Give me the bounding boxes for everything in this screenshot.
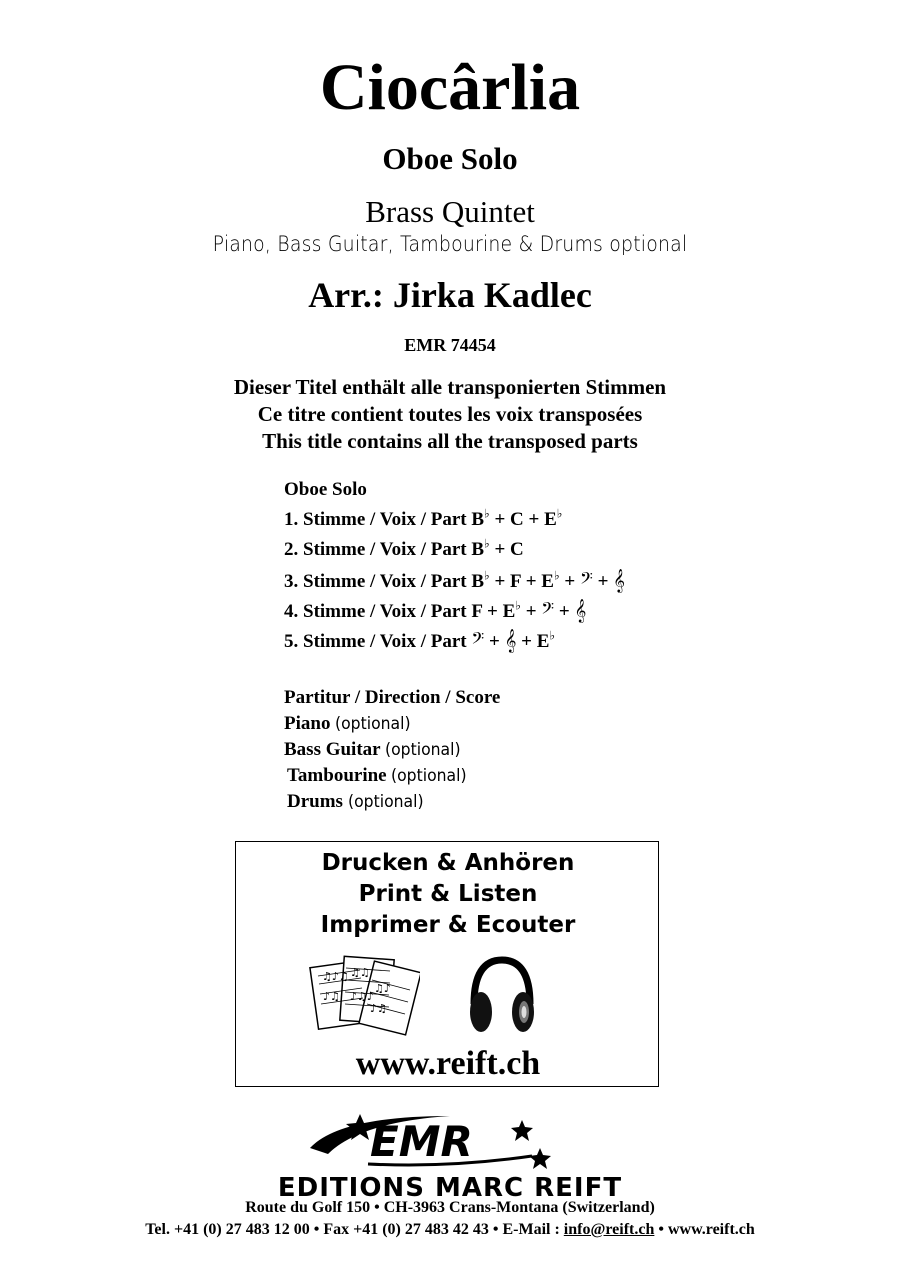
catalog-number: EMR 74454 xyxy=(404,335,496,355)
part-4: 4. Stimme / Voix / Part F + E♭ + 𝄢 + 𝄞 xyxy=(284,598,587,622)
svg-text:♫♪♫: ♫♪♫ xyxy=(322,970,349,983)
extra-tambourine: Tambourine (optional) xyxy=(287,765,467,786)
bass-clef-icon: 𝄢 xyxy=(541,598,555,622)
svg-text:♪♫♪: ♪♫♪ xyxy=(350,990,374,1003)
extra-drums: Drums (optional) xyxy=(287,791,424,812)
svg-text:EMR: EMR xyxy=(370,1117,473,1166)
svg-text:♫♪: ♫♪ xyxy=(374,982,391,995)
bass-clef-icon: 𝄢 xyxy=(471,628,485,652)
subtitle: Oboe Solo xyxy=(382,141,518,176)
publisher-name: EDITIONS MARC REIFT xyxy=(277,1173,623,1203)
website-link[interactable]: www.reift.ch xyxy=(355,1045,541,1082)
extra-bass-guitar: Bass Guitar (optional) xyxy=(284,739,461,760)
publisher-contact: Tel. +41 (0) 27 483 12 00 • Fax +41 (0) 27 483 42 43 • E-Mail : info@reift.ch • www.reift.ch xyxy=(145,1221,755,1238)
extra-piano: Piano (optional) xyxy=(284,713,411,734)
promo-line-fr: Imprimer & Ecouter xyxy=(320,912,576,938)
treble-clef-icon: 𝄞 xyxy=(574,598,587,622)
promo-line-de: Drucken & Anhören xyxy=(321,850,575,876)
publisher-address: Route du Golf 150 • CH-3963 Crans-Montana (Switzerland) xyxy=(245,1199,655,1216)
notice-en: This title contains all the transposed parts xyxy=(262,429,638,453)
title: Ciocârlia xyxy=(319,51,581,124)
arranger: Arr.: Jirka Kadlec xyxy=(308,275,592,315)
part-solo: Oboe Solo xyxy=(284,479,367,500)
treble-clef-icon: 𝄞 xyxy=(613,568,625,592)
email-link[interactable]: info@reift.ch xyxy=(563,1221,655,1238)
emr-logo xyxy=(300,1108,560,1178)
sheet-music-icon xyxy=(308,952,420,1040)
part-5: 5. Stimme / Voix / Part 𝄢 + 𝄞 + E♭ xyxy=(284,628,556,652)
optional-instruments: Piano, Bass Guitar, Tambourine & Drums optional xyxy=(212,232,688,256)
treble-clef-icon: 𝄞 xyxy=(504,628,517,652)
notice-de: Dieser Titel enthält alle transponierten Stimmen xyxy=(233,375,667,399)
bass-clef-icon: 𝄢 xyxy=(579,568,593,592)
ensemble: Brass Quintet xyxy=(365,194,535,229)
part-2: 2. Stimme / Voix / Part B♭ + C xyxy=(284,536,524,560)
print-listen-box xyxy=(235,841,659,1087)
svg-text:♫♫: ♫♫ xyxy=(350,966,370,979)
extra-score: Partitur / Direction / Score xyxy=(284,687,501,708)
promo-line-en: Print & Listen xyxy=(358,881,538,907)
part-3: 3. Stimme / Voix / Part B♭ + F + E♭ + 𝄢 + 𝄞 xyxy=(284,568,625,592)
svg-text:♪♫: ♪♫ xyxy=(323,990,340,1003)
part-1: 1. Stimme / Voix / Part B♭ + C + E♭ xyxy=(284,506,563,530)
notice-fr: Ce titre contient toutes les voix transposées xyxy=(257,402,643,426)
svg-text:♪♫: ♪♫ xyxy=(370,1002,387,1015)
headphones-icon xyxy=(466,954,538,1040)
